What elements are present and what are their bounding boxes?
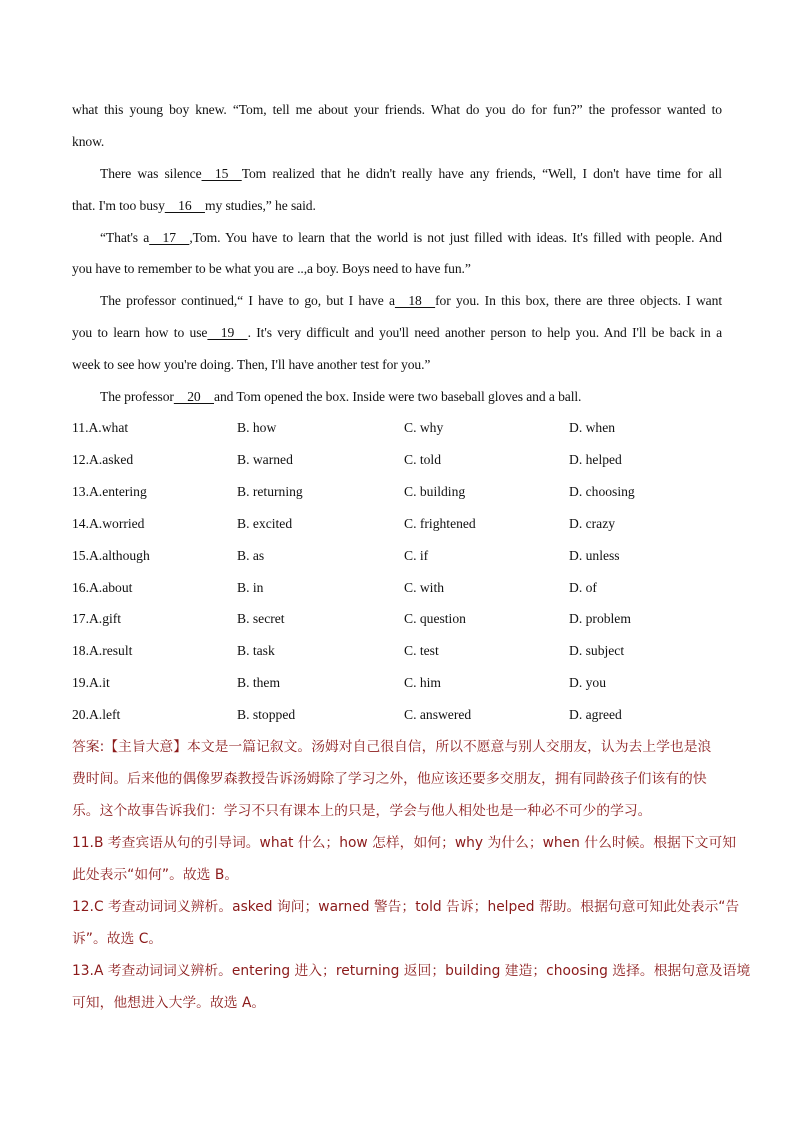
option-c: C. why: [404, 420, 444, 435]
option-d: D. when: [569, 420, 616, 435]
answer-summary-line: 答案:【主旨大意】本文是一篇记叙文。汤姆对自己很自信，所以不愿意与别人交朋友，认为去上学也是浪: [72, 739, 712, 755]
passage-line: know.: [72, 134, 105, 149]
blank-17: 17: [149, 230, 190, 245]
option-b: B. task: [237, 643, 275, 659]
option-b: B. how: [237, 420, 277, 435]
option-a: 14.A.worried: [72, 515, 145, 531]
answer-explanation-12: 12.C 考查动词词义辨析。asked 询问；warned 警告；told 告诉；helped 帮助。根据句意可知此处表示“告: [72, 899, 740, 915]
answer-summary-line: 费时间。后来他的偶像罗森教授告诉汤姆除了学习之外，他应该还要多交朋友，拥有同龄孩子们该有的快: [72, 771, 707, 787]
answer-explanation-13: 可知，他想进入大学。故选 A。: [72, 995, 266, 1011]
passage-text: you to learn how to use: [72, 325, 208, 340]
passage-line: what this young boy knew. “Tom, tell me about your friends. What do you do for fun?” the professor wanted to: [72, 102, 722, 117]
passage-text: ,Tom. You have to learn that the world is not just filled with ideas. It's filled with people. And: [189, 230, 722, 245]
passage-line-q19: [72, 323, 722, 343]
blank-20: 20: [173, 389, 215, 404]
option-c: C. test: [404, 643, 439, 659]
option-b: B. them: [237, 675, 281, 691]
option-d: D. choosing: [569, 483, 635, 499]
option-d: D. helped: [569, 451, 622, 467]
passage-text: The professor continued,“ I have to go, but I have a: [100, 293, 395, 308]
option-c: C. answered: [404, 707, 472, 723]
option-b: B. as: [237, 547, 265, 563]
answer-explanation-11: 此处表示“如何”。故选 B。: [72, 867, 239, 883]
option-d: D. unless: [569, 547, 620, 563]
option-c: C. him: [404, 675, 442, 691]
blank-15: 15: [201, 166, 242, 181]
passage-text: The professor: [100, 389, 174, 404]
option-d: D. you: [569, 675, 607, 691]
answer-summary-line: 乐。这个故事告诉我们：学习不只有课本上的只是，学会与他人相处也是一种必不可少的学习。: [72, 803, 652, 819]
passage-text: for you. In this box, there are three objects. I want: [435, 293, 722, 308]
passage-line: week to see how you're doing. Then, I'll have another test for you.”: [72, 357, 431, 372]
option-d: D. problem: [569, 611, 631, 627]
option-c: C. told: [404, 451, 442, 467]
passage-text: that. I'm too busy: [72, 198, 165, 213]
passage-text: and Tom opened the box. Inside were two baseball gloves and a ball.: [214, 389, 582, 404]
option-a: 12.A.asked: [72, 451, 134, 467]
option-a: 11.A.what: [72, 420, 129, 435]
option-d: D. of: [569, 579, 597, 595]
passage-line: you have to remember to be what you are ..,a boy. Boys need to have fun.”: [72, 261, 471, 276]
option-a: 19.A.it: [72, 675, 110, 691]
passage-text: Tom realized that he didn't really have any friends, “Well, I don't have time for all: [241, 166, 722, 181]
option-a: 16.A.about: [72, 579, 133, 595]
option-c: C. if: [404, 547, 429, 563]
option-d: D. crazy: [569, 515, 616, 531]
passage-line-q17: [100, 228, 722, 248]
passage-text: my studies,” he said.: [204, 198, 316, 213]
answer-explanation-12: 诉”。故选 C。: [72, 931, 163, 947]
option-d: D. agreed: [569, 707, 622, 723]
option-c: C. building: [404, 483, 466, 499]
answer-explanation-11: 11.B 考查宾语从句的引导词。what 什么；how 怎样，如何；why 为什么；when 什么时候。根据下文可知: [72, 835, 737, 851]
option-b: B. returning: [237, 483, 303, 499]
blank-16: 16: [164, 198, 205, 213]
passage-line-q20: [100, 387, 722, 407]
passage-text: . It's very difficult and you'll need another person to help you. And I'll be back in a: [247, 325, 722, 340]
option-b: B. excited: [237, 515, 293, 531]
answer-explanation-13: 13.A 考查动词词义辨析。entering 进入；returning 返回；building 建造；choosing 选择。根据句意及语境: [72, 963, 751, 979]
option-c: C. with: [404, 579, 445, 595]
passage-line-q15: [100, 164, 722, 184]
option-a: 13.A.entering: [72, 483, 147, 499]
option-b: B. in: [237, 579, 264, 595]
passage-text: There was silence: [100, 166, 202, 181]
passage-line-q18: [100, 291, 722, 311]
blank-19: 19: [207, 325, 248, 340]
option-a: 15.A.although: [72, 547, 150, 563]
option-a: 17.A.gift: [72, 611, 122, 627]
passage-line-q16: [72, 196, 722, 216]
option-b: B. warned: [237, 451, 293, 467]
passage-text: “That's a: [100, 230, 150, 245]
option-c: C. question: [404, 611, 466, 627]
option-c: C. frightened: [404, 515, 476, 531]
option-a: 18.A.result: [72, 643, 133, 659]
option-b: B. stopped: [237, 707, 296, 723]
blank-18: 18: [394, 293, 436, 308]
option-a: 20.A.left: [72, 707, 121, 723]
option-d: D. subject: [569, 643, 625, 659]
option-b: B. secret: [237, 611, 285, 627]
